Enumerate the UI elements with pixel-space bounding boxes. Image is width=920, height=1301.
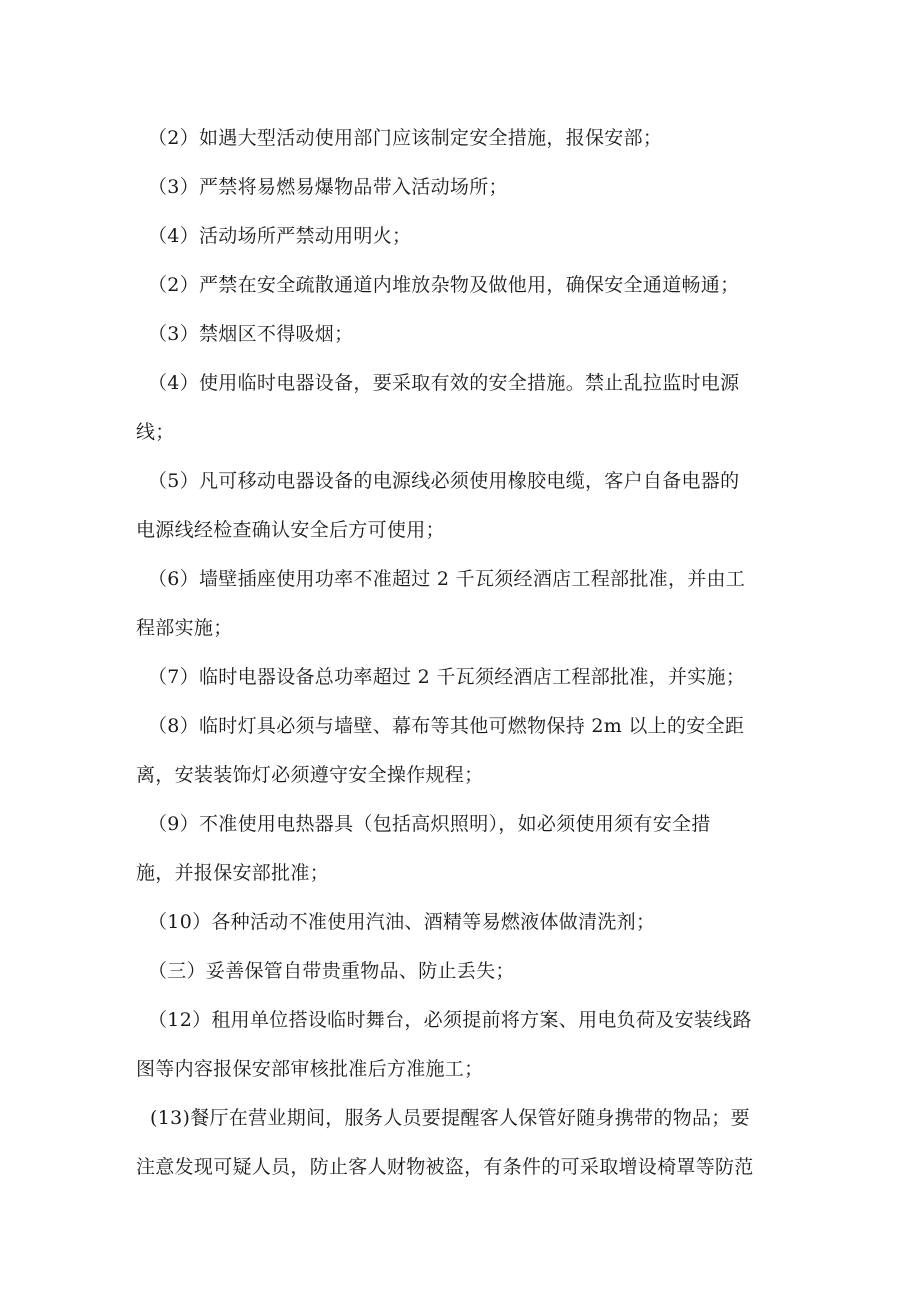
text-line: （10）各种活动不准使用汽油、酒精等易燃液体做清洗剂； [148,911,656,933]
text-line: 注意发现可疑人员，防止客人财物被盗，有条件的可采取增设椅罩等防范 [136,1156,754,1178]
text-line: （4）使用临时电器设备，要采取有效的安全措施。禁止乱拉监时电源 [148,372,740,394]
text-line: （5）凡可移动电器设备的电源线必须使用橡胶电缆，客户自备电器的 [148,470,740,492]
text-line: 程部实施； [136,617,233,639]
text-line: （4）活动场所严禁动用明火； [148,225,412,247]
text-line: 离，安装装饰灯必须遵守安全操作规程； [136,764,484,786]
text-line: （8）临时灯具必须与墙壁、幕布等其他可燃物保持 2m 以上的安全距 [148,715,745,737]
text-line: （7）临时电器设备总功率超过 2 千瓦须经酒店工程部批准，并实施； [148,666,746,688]
text-line: 电源线经检查确认安全后方可使用； [136,519,445,541]
text-line: （6）墙壁插座使用功率不准超过 2 千瓦须经酒店工程部批准，并由工 [148,568,746,590]
text-line: （12）租用单位搭设临时舞台，必须提前将方案、用电负荷及安装线路 [148,1009,752,1031]
text-line: （3）禁烟区不得吸烟； [148,323,354,345]
text-line: （2）严禁在安全疏散通道内堆放杂物及做他用，确保安全通道畅通； [148,274,740,296]
text-line: 线； [136,421,175,443]
text-line: 图等内容报保安部审核批准后方准施工； [136,1058,484,1080]
text-line: (13)餐厅在营业期间，服务人员要提醒客人保管好随身携带的物品；要 [150,1107,750,1129]
text-line: 施，并报保安部批准； [136,862,330,884]
text-line: （2）如遇大型活动使用部门应该制定安全措施，报保安部； [148,127,663,149]
text-line: （三）妥善保管自带贵重物品、防止丢失； [148,960,515,982]
text-line: （3）严禁将易燃易爆物品带入活动场所； [148,176,508,198]
text-line: （9）不准使用电热器具（包括高炽照明），如必须使用须有安全措 [148,813,711,835]
